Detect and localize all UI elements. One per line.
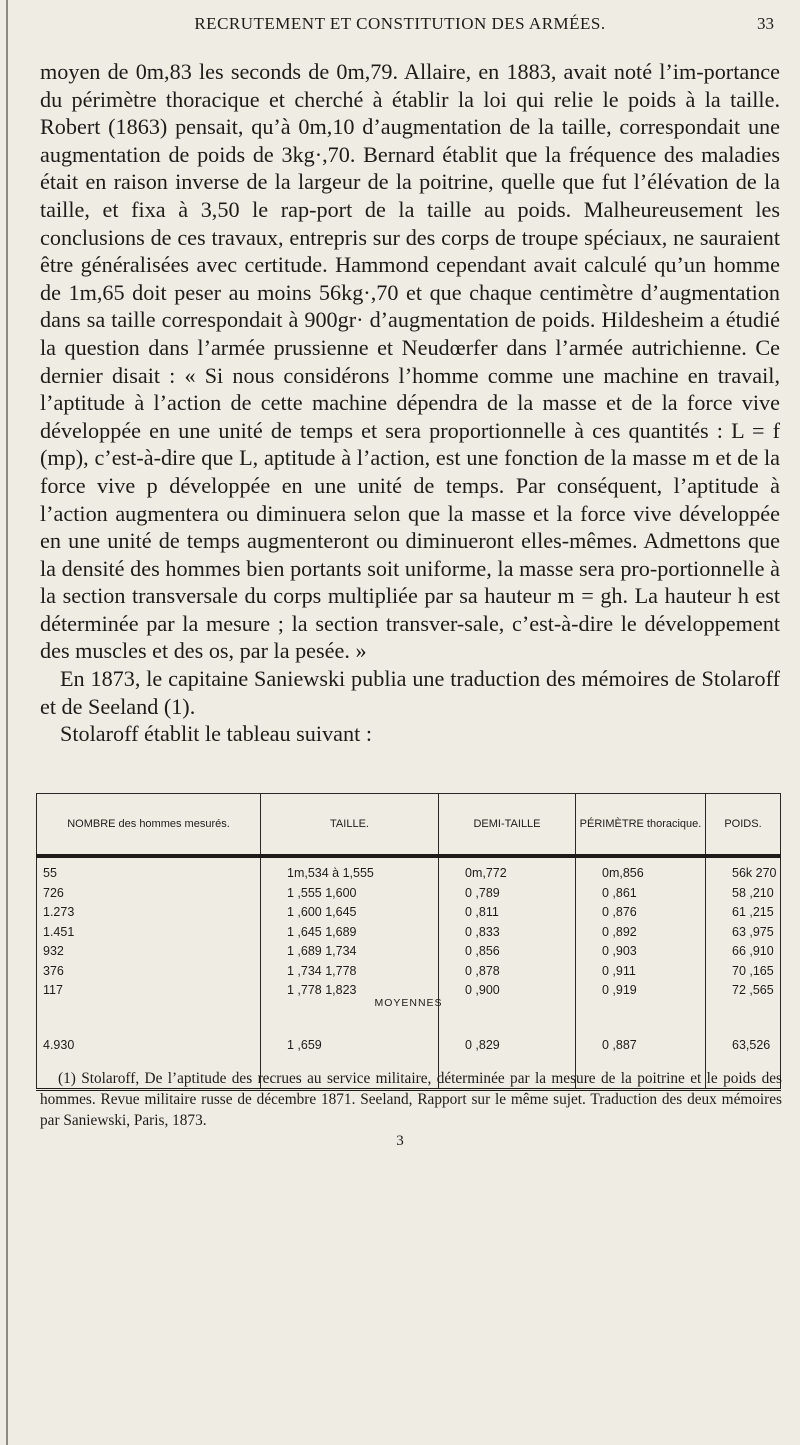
table-cell: 61 ,215 <box>732 905 774 919</box>
paragraph: Stolaroff établit le tableau suivant : <box>60 721 372 747</box>
mean-label: MOYENNES <box>374 997 443 1009</box>
paragraph: En 1873, le capitaine Saniewski publia une traduction des mémoires de Stolaroff et de Seeland (1). <box>40 666 780 719</box>
table-cell: 72 ,565 <box>732 983 774 997</box>
page-number: 33 <box>757 14 774 33</box>
table-cell: 66 ,910 <box>732 944 774 958</box>
table-cell: 0 ,892 <box>602 924 637 939</box>
table-cell: 63,526 <box>706 1024 781 1090</box>
table-cell: 0m,856 <box>602 866 644 880</box>
table-cell: 0 ,861 <box>602 885 637 900</box>
table-cell: 70 ,165 <box>732 963 774 978</box>
table-cell: 376 <box>43 963 64 978</box>
table-cell: 932 <box>43 944 64 958</box>
paragraph: moyen de 0m,83 les seconds de 0m,79. Allaire, en 1883, avait noté l’im-portance du périmètre thoracique et cherché à établir la loi qui relie le poids à la taille. Robert (1863) pensait, qu’à 0m,10 d’augmentation de la taille, correspondait une augmentation de poids de 3kg·,70. Bernard établit que la fréquence des maladies était en raison inverse de la largeur de la poitrine, quelle que fut l’élévation de la taille, et fixa à 3,50 le rap-port de la taille au poids. Malheureusement les conclusions de ces travaux, entrepris sur des corps de troupe spéciaux, ne sauraient être généralisées avec certitude. Hammond cependant avait calculé qu’un homme de 1m,65 doit peser au moins 56kg·,70 et que chaque centimètre d’augmentation dans sa taille correspondait à 900gr· d’augmentation de poids. Hildesheim a étudié la question dans l’armée prussienne et Neudœrfer dans l’armée autrichienne. Ce dernier disait : « Si nous considérons l’homme comme une machine en travail, l’aptitude à l’action de cette machine dépendra de la masse et de la force vive développée en une unité de temps et sera proportionnelle à ces quantités : L = f (mp), c’est-à-dire que L, aptitude à l’action, est une fonction de la masse m et de la force vive p développée en une unité de temps. Par conséquent, l’aptitude à l’action augmentera ou diminuera selon que la masse et la force vive développée en une unité de temps augmenteront ou diminueront elles-mêmes. Admettons que la densité des hommes bien portants soit uniforme, la masse sera pro-portionnelle à la section transversale du corps multipliée par sa hauteur m = gh. La hauteur h est déterminée par la mesure ; la section transver-sale, c’est-à-dire le développement des muscles et des os, par la pesée. » <box>40 59 780 664</box>
table-header-row <box>37 794 781 857</box>
col-header-taille: TAILLE. <box>261 794 439 857</box>
table-cell: 0 ,878 <box>465 963 500 978</box>
stolaroff-table <box>36 793 781 1052</box>
col-header-demi-taille: DEMI-TAILLE <box>439 794 576 857</box>
table-cell: 0m,772 <box>465 866 507 880</box>
table-cell: 63 ,975 <box>732 924 774 939</box>
table-cell: 117 <box>43 983 63 997</box>
col-header-perimetre: PÉRIMÈTRE thoracique. <box>576 794 706 857</box>
running-title: RECRUTEMENT ET CONSTITUTION DES ARMÉES. <box>194 14 606 33</box>
col-header-poids: POIDS. <box>706 794 781 857</box>
table-cell: 0 ,789 <box>465 885 500 900</box>
table-cell: 1m,534 à 1,555 <box>287 866 374 880</box>
footnote-text: (1) Stolaroff, De l’aptitude des recrues au service militaire, déterminée par la mesure de la poitrine et le poids des hommes. Revue militaire russe de décembre 1871. Seeland, Rapport sur le même sujet. Traduction des deux mémoires par Saniewski, Paris, 1873. <box>40 1070 782 1129</box>
table-cell: 0 ,833 <box>465 924 500 939</box>
col-header-nombre: NOMBRE des hommes mesurés. <box>37 794 261 857</box>
table-cell: 1 ,689 1,734 <box>287 944 357 958</box>
table-cell: 0 ,811 <box>465 905 499 919</box>
table-cell: 1 ,645 1,689 <box>287 924 357 939</box>
table-cell: 55 <box>43 866 57 880</box>
table-cell: 0 ,900 <box>465 983 500 997</box>
signature-number: 3 <box>396 1133 404 1149</box>
body-text <box>40 58 780 748</box>
table-cell: 1 ,734 1,778 <box>287 963 357 978</box>
table-cell: 0 ,903 <box>602 944 637 958</box>
table-cell: 1 ,659 <box>261 1024 439 1090</box>
table-cell: 0 ,911 <box>602 963 636 978</box>
table-cell: 1.273 <box>43 905 75 919</box>
table-cell: 0 ,919 <box>602 983 637 997</box>
table-cell: 1 ,600 1,645 <box>287 905 357 919</box>
page-edge <box>6 0 8 1445</box>
table-cell: 1 ,778 1,823 <box>287 983 357 997</box>
table-cell: 0 ,829 <box>439 1024 576 1090</box>
table-cell: 1.451 <box>43 924 75 939</box>
table-cell: 1 ,555 1,600 <box>287 885 357 900</box>
table-cell: 56k 270 <box>732 866 777 880</box>
table-cell: 4.930 <box>37 1024 261 1090</box>
table-cell: 0 ,876 <box>602 905 637 919</box>
table-cell: 58 ,210 <box>732 885 774 900</box>
running-header <box>0 14 800 44</box>
table-cell: 726 <box>43 885 64 900</box>
table-cell: 0 ,887 <box>576 1024 706 1090</box>
footnote <box>40 1068 782 1131</box>
data-table <box>36 793 781 1091</box>
table-cell: 0 ,856 <box>465 944 500 958</box>
